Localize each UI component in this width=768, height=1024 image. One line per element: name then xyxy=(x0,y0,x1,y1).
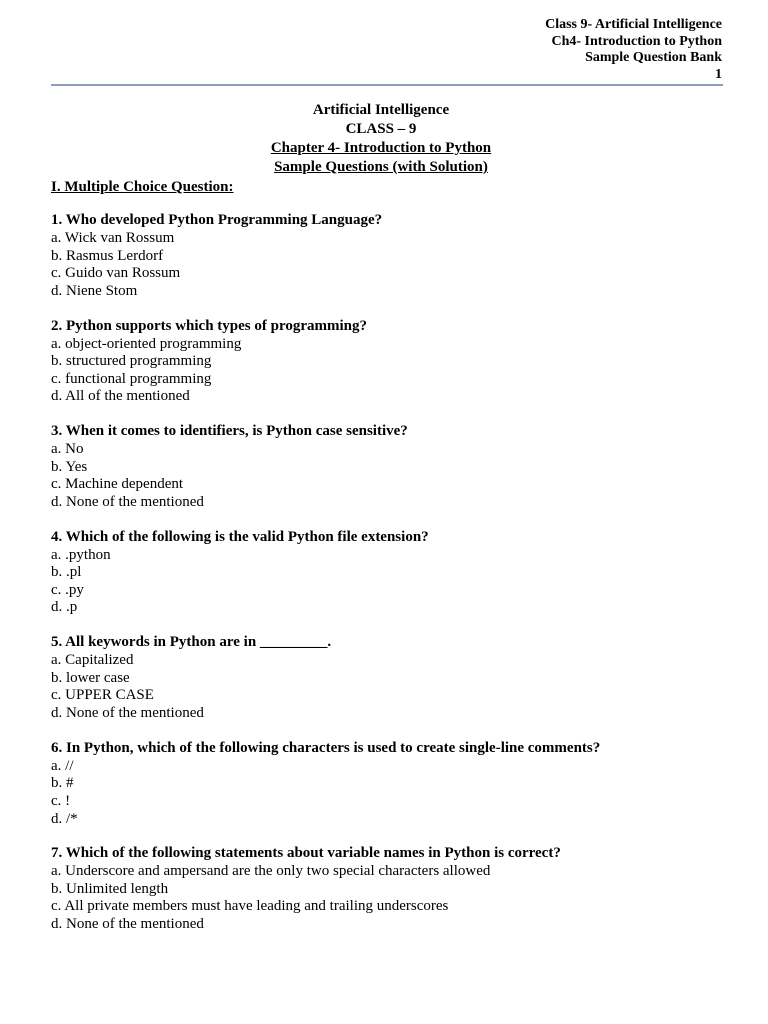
option-c: c. Machine dependent xyxy=(51,476,184,493)
header-line-bank: Sample Question Bank xyxy=(585,50,722,65)
option-b: b. Unlimited length xyxy=(51,880,169,897)
option-b: b. # xyxy=(51,775,74,792)
header-line-class: Class 9- Artificial Intelligence xyxy=(545,17,722,32)
question-text: 5. All keywords in Python are in _________. xyxy=(51,634,332,651)
header-line-chapter: Ch4- Introduction to Python xyxy=(551,33,722,49)
question-text: 2. Python supports which types of programming? xyxy=(51,317,368,334)
question-item xyxy=(51,423,741,511)
question-item xyxy=(51,529,741,617)
option-d: d. None of the mentioned xyxy=(51,493,204,510)
header-divider xyxy=(51,84,723,86)
question-text: 1. Who developed Python Programming Language? xyxy=(51,212,383,228)
option-c: c. UPPER CASE xyxy=(51,687,154,704)
chapter-title: Chapter 4- Introduction to Python xyxy=(270,140,492,156)
section-heading: I. Multiple Choice Question: xyxy=(51,179,234,195)
option-a: a. .python xyxy=(51,546,111,563)
option-b: b. .pl xyxy=(51,564,82,581)
option-d: d. Niene Stom xyxy=(51,282,138,299)
subject-title: Artificial Intelligence xyxy=(312,102,450,118)
option-a: a. Capitalized xyxy=(51,652,134,669)
option-a: a. Wick van Rossum xyxy=(51,229,175,246)
option-b: b. lower case xyxy=(51,669,130,686)
question-item xyxy=(51,740,741,828)
question-item xyxy=(51,845,741,933)
option-c: c. Guido van Rossum xyxy=(51,265,181,282)
option-d: d. None of the mentioned xyxy=(51,916,204,933)
option-d: d. None of the mentioned xyxy=(51,704,204,721)
option-c: c. .py xyxy=(51,581,84,598)
option-a: a. // xyxy=(51,757,74,774)
option-b: b. Rasmus Lerdorf xyxy=(51,247,164,264)
option-a: a. object-oriented programming xyxy=(51,335,242,352)
option-c: c. functional programming xyxy=(51,370,212,387)
option-a: a. No xyxy=(51,441,84,458)
class-title: CLASS – 9 xyxy=(345,121,417,137)
option-d: d. All of the mentioned xyxy=(51,388,190,405)
question-item xyxy=(51,212,741,300)
option-b: b. structured programming xyxy=(51,353,212,370)
question-text: 3. When it comes to identifiers, is Python case sensitive? xyxy=(51,423,408,440)
option-c: c. All private members must have leading and trailing underscores xyxy=(51,898,449,915)
question-item xyxy=(51,318,741,406)
title-block xyxy=(51,101,711,177)
option-d: d. /* xyxy=(51,810,78,827)
page-header xyxy=(545,17,722,83)
option-a: a. Underscore and ampersand are the only two special characters allowed xyxy=(51,863,491,880)
option-c: c. ! xyxy=(51,792,71,809)
question-text: 4. Which of the following is the valid Python file extension? xyxy=(51,528,429,545)
subtitle: Sample Questions (with Solution) xyxy=(274,159,488,175)
question-text: 7. Which of the following statements about variable names in Python is correct? xyxy=(51,845,561,862)
option-b: b. Yes xyxy=(51,458,88,475)
option-d: d. .p xyxy=(51,599,78,616)
page-number: 1 xyxy=(715,66,722,82)
question-list xyxy=(51,212,741,951)
question-text: 6. In Python, which of the following characters is used to create single-line comments? xyxy=(51,739,601,756)
question-item xyxy=(51,634,741,722)
